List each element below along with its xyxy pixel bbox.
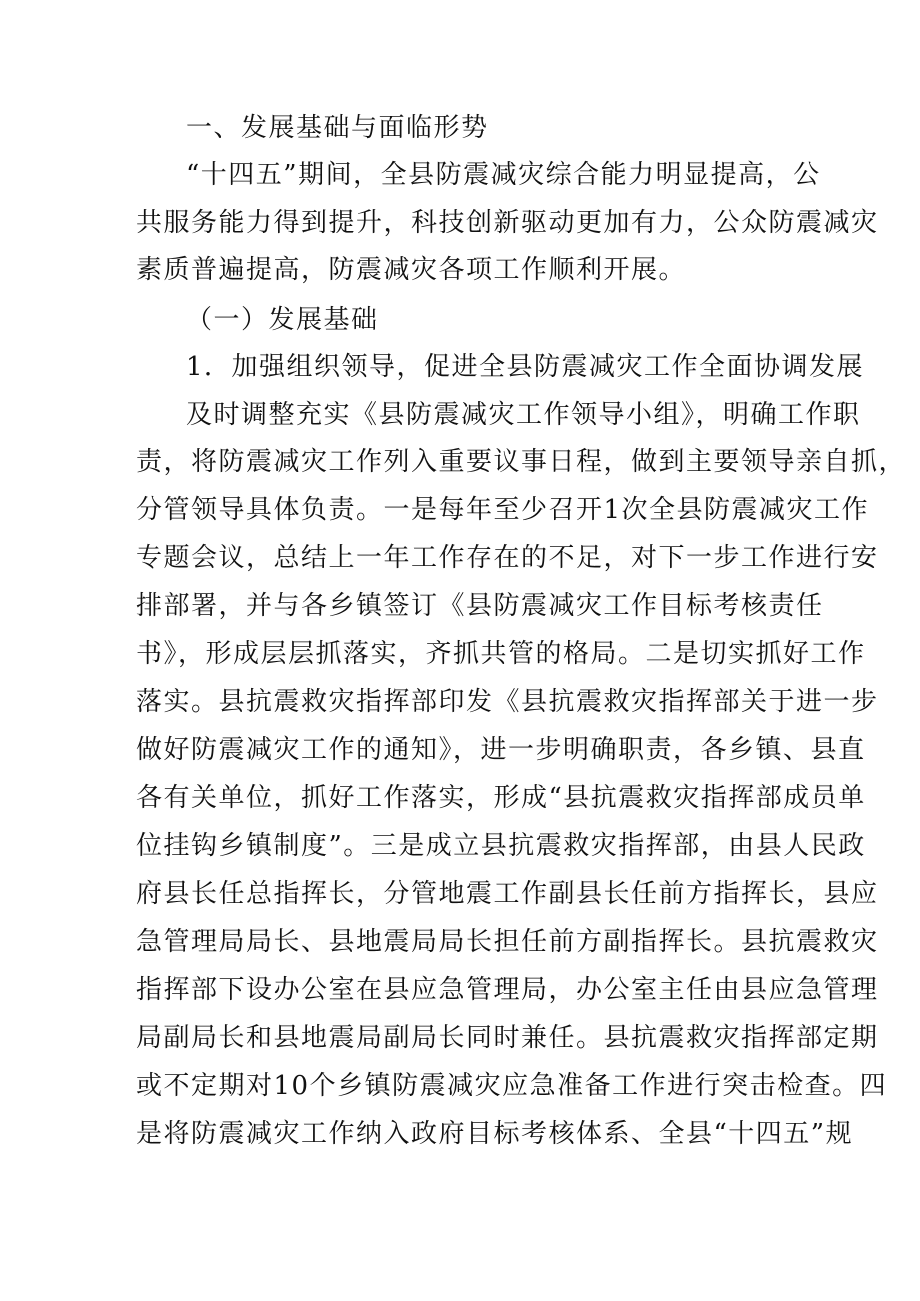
intro-line-1: “十四五”期间，全县防震减灾综合能力明显提高，公: [186, 160, 821, 190]
section-heading-3: 1．加强组织领导，促进全县防震减灾工作全面协调发展: [186, 352, 865, 382]
body-line-5: 排部署，并与各乡镇签订《县防震减灾工作目标考核责任: [136, 591, 824, 621]
section-heading-1: 一、发展基础与面临形势: [186, 113, 489, 143]
body-line-6: 书》，形成层层抓落实，齐抓共管的格局。二是切实抓好工作: [136, 639, 866, 669]
body-line-9: 各有关单位，抓好工作落实，形成“县抗震救灾指挥部成员单: [136, 783, 866, 813]
body-line-2: 责，将防震减灾工作列入重要议事日程，做到主要领导亲自抓，: [136, 447, 907, 477]
body-line-10: 位挂钩乡镇制度”。三是成立县抗震救灾指挥部，由县人民政: [136, 831, 866, 861]
body-line-14: 局副局长和县地震局副局长同时兼任。县抗震救灾指挥部定期: [136, 1023, 879, 1053]
section-heading-2: （一）发展基础: [186, 305, 379, 335]
body-line-7: 落实。县抗震救灾指挥部印发《县抗震救灾指挥部关于进一步: [136, 687, 879, 717]
body-line-13: 指挥部下设办公室在县应急管理局，办公室主任由县应急管理: [136, 975, 879, 1005]
body-line-8: 做好防震减灾工作的通知》，进一步明确职责，各乡镇、县直: [136, 735, 866, 765]
body-line-4: 专题会议，总结上一年工作存在的不足，对下一步工作进行安: [136, 543, 879, 573]
body-line-16: 是将防震减灾工作纳入政府目标考核体系、全县“十四五”规: [136, 1119, 854, 1149]
intro-line-2: 共服务能力得到提升，科技创新驱动更加有力，公众防震减灾: [136, 208, 879, 238]
body-line-15: 或不定期对10个乡镇防震减灾应急准备工作进行突击检查。四: [136, 1071, 888, 1101]
intro-line-3: 素质普遍提高，防震减灾各项工作顺利开展。: [136, 255, 687, 285]
body-line-12: 急管理局局长、县地震局局长担任前方副指挥长。县抗震救灾: [136, 927, 879, 957]
body-line-3: 分管领导具体负责。一是每年至少召开1次全县防震减灾工作: [136, 495, 870, 525]
body-line-1: 及时调整充实《县防震减灾工作领导小组》，明确工作职: [186, 400, 861, 430]
body-line-11: 府县长任总指挥长，分管地震工作副县长任前方指挥长，县应: [136, 879, 879, 909]
